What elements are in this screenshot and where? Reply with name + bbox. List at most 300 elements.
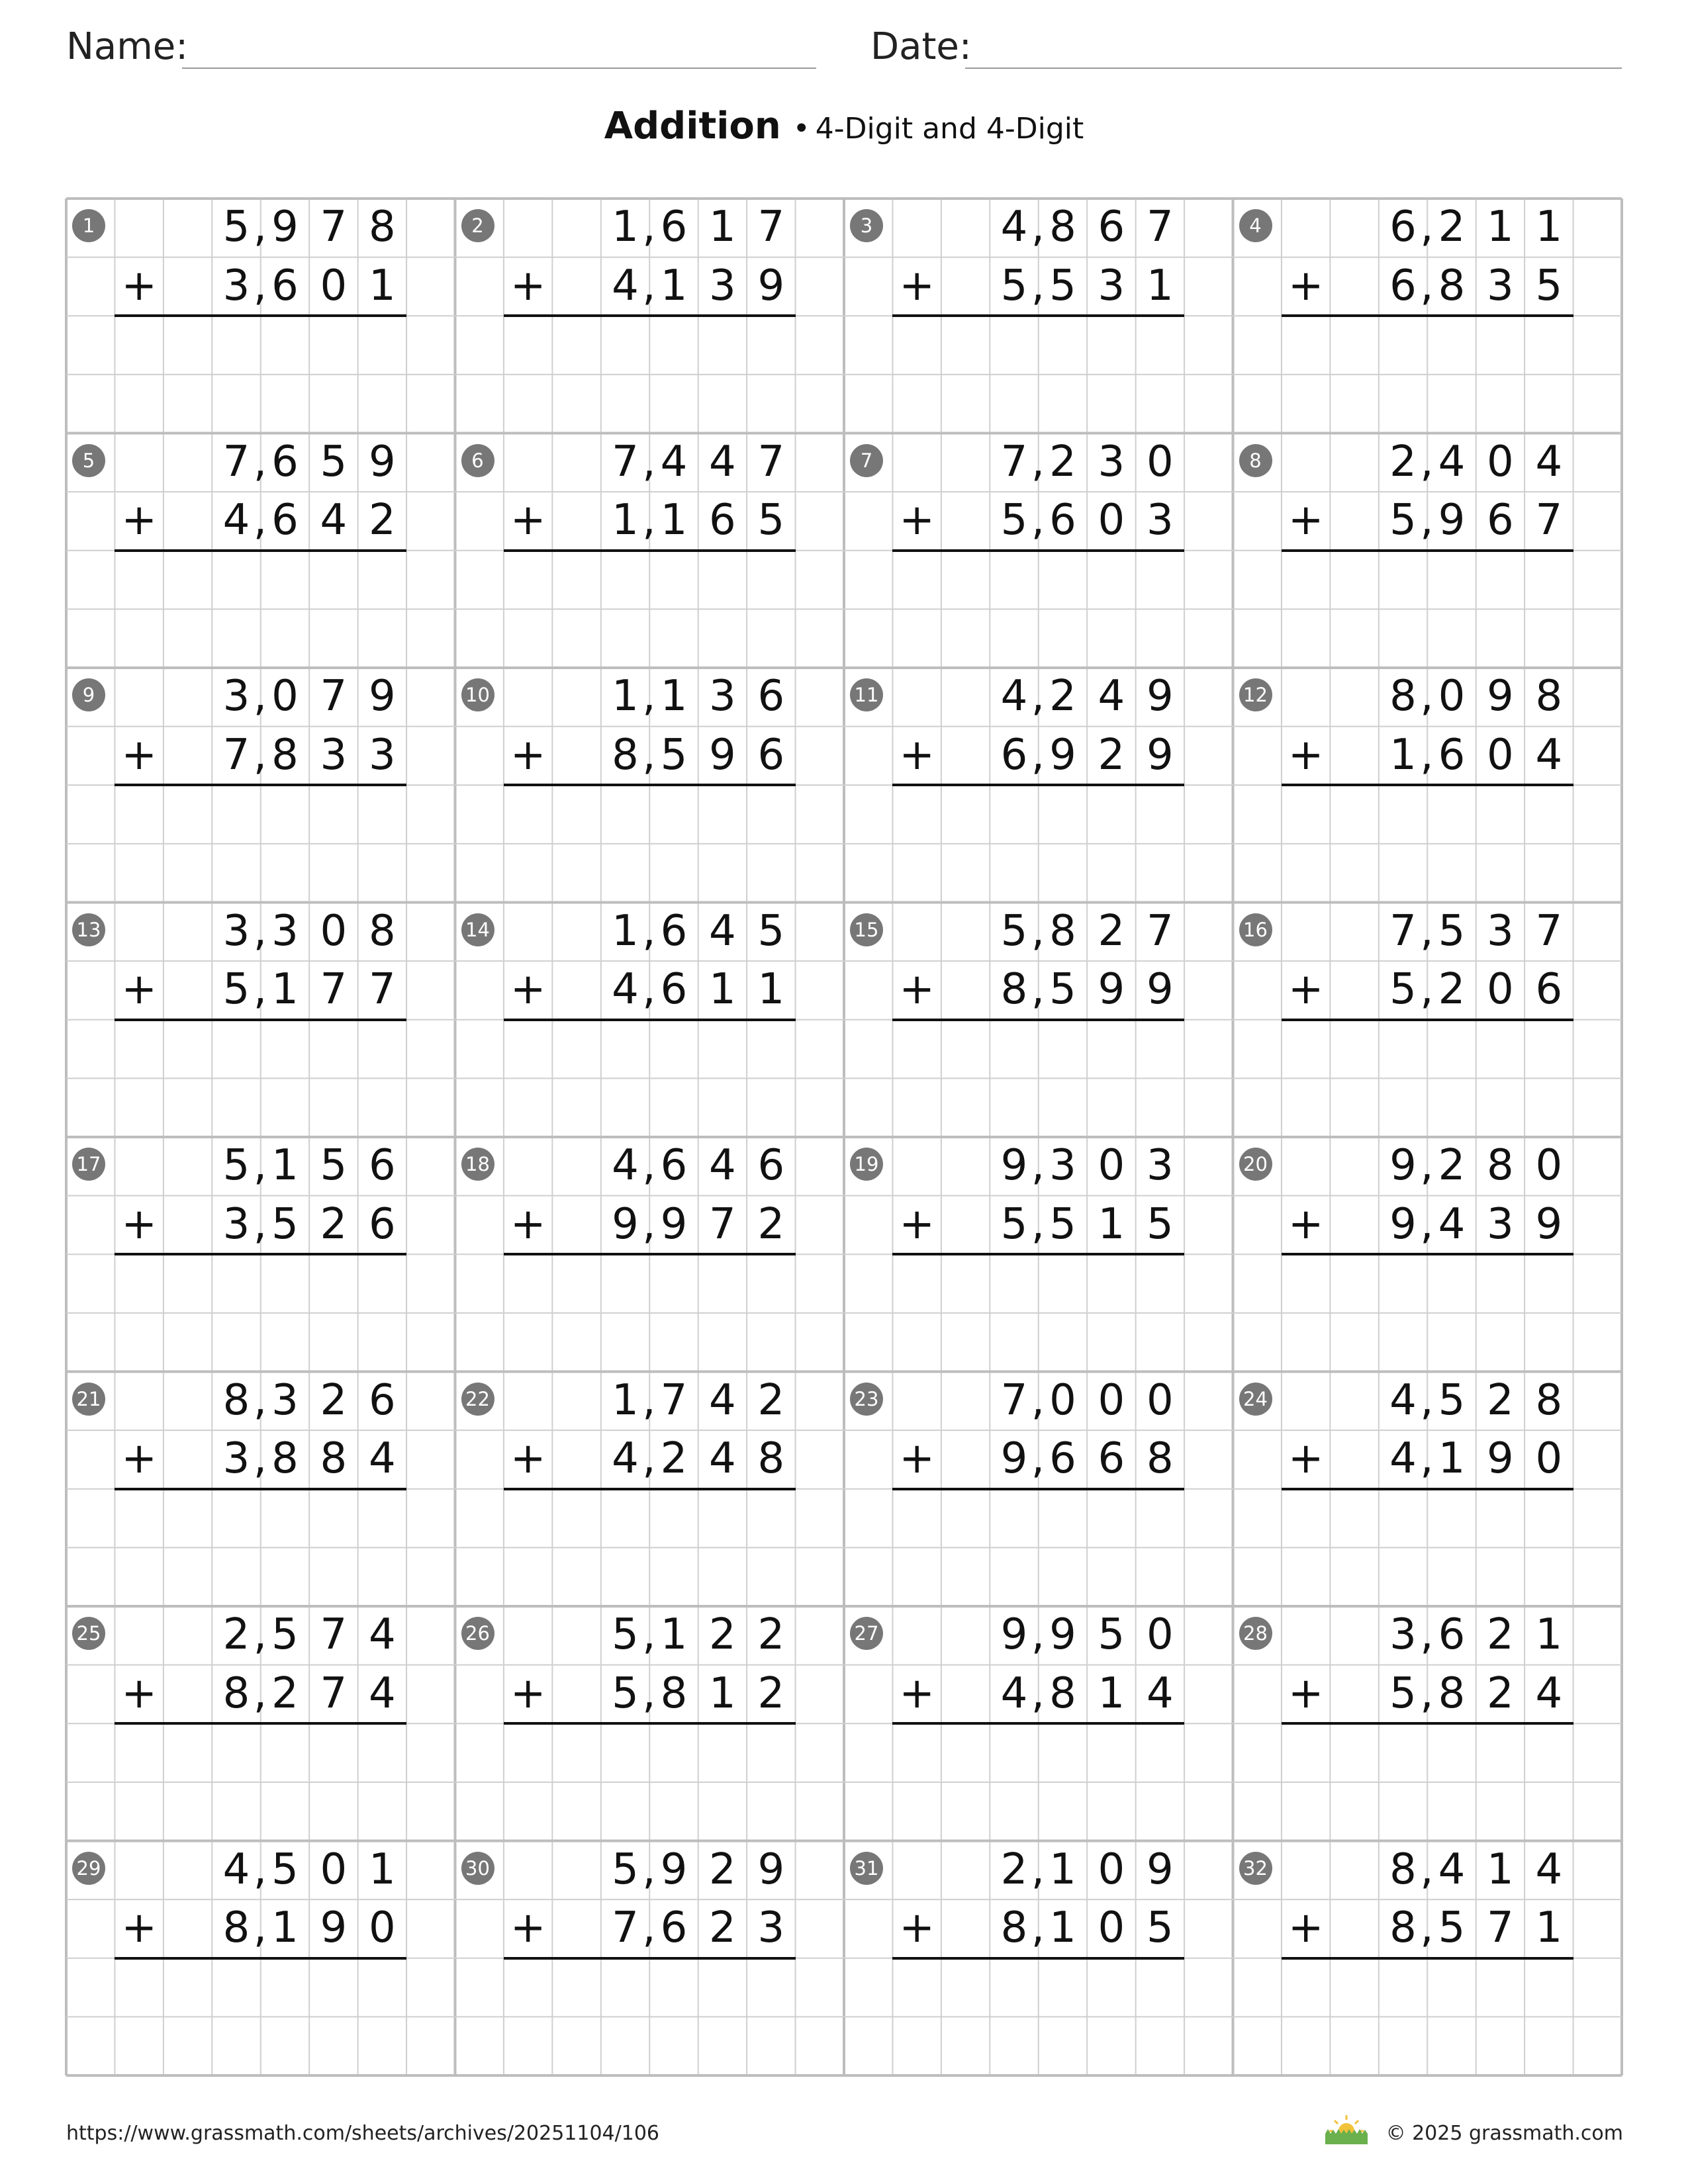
answer-space[interactable] — [892, 317, 1184, 432]
digit: 9 — [1000, 1610, 1028, 1659]
digit: 9 — [709, 730, 736, 780]
digit: 5 — [1000, 1199, 1028, 1249]
thousands-comma: , — [1420, 1434, 1434, 1484]
digit: 9 — [1146, 730, 1174, 780]
digit: 4 — [222, 1844, 250, 1894]
digit: 0 — [1146, 1610, 1174, 1659]
digit: 0 — [271, 672, 299, 721]
digit: 6 — [368, 1141, 396, 1190]
digit: 4 — [222, 496, 250, 545]
digit: 8 — [222, 1903, 250, 1953]
digit: 5 — [1049, 261, 1076, 310]
plus-sign: + — [121, 730, 157, 780]
answer-space[interactable] — [892, 1255, 1184, 1370]
thousands-comma: , — [253, 261, 267, 310]
digit: 5 — [660, 730, 688, 780]
digit: 4 — [1389, 1375, 1417, 1425]
digit: 9 — [660, 1199, 688, 1249]
digit: 6 — [1098, 203, 1125, 251]
digit: 8 — [757, 1434, 785, 1484]
digit: 0 — [320, 1844, 348, 1894]
thousands-comma: , — [1420, 1668, 1434, 1718]
digit: 6 — [660, 1903, 688, 1953]
digit: 1 — [368, 1844, 396, 1894]
thousands-comma: , — [1420, 1903, 1434, 1953]
digit: 0 — [1146, 437, 1174, 486]
thousands-comma: , — [642, 1610, 656, 1659]
digit: 2 — [1438, 965, 1466, 1015]
digit: 3 — [222, 672, 250, 721]
thousands-comma: , — [1420, 1375, 1434, 1425]
digit: 0 — [1049, 1375, 1076, 1425]
digit: 4 — [368, 1434, 396, 1484]
digit: 6 — [757, 672, 785, 721]
digit: 5 — [612, 1610, 639, 1659]
digit: 3 — [1487, 1199, 1514, 1249]
digit: 1 — [709, 203, 736, 251]
digit: 9 — [1146, 672, 1174, 721]
digit: 3 — [1389, 1610, 1417, 1659]
digit: 1 — [1049, 1903, 1076, 1953]
problem-number-badge: 27 — [850, 1617, 883, 1650]
title-subtitle: 4-Digit and 4-Digit — [815, 112, 1084, 146]
digit: 2 — [1049, 672, 1076, 721]
answer-space[interactable] — [892, 1490, 1184, 1605]
digit: 8 — [1487, 1141, 1514, 1190]
answer-space[interactable] — [115, 1960, 406, 2074]
digit: 5 — [757, 496, 785, 545]
answer-space[interactable] — [115, 552, 406, 666]
digit: 0 — [320, 261, 348, 310]
answer-space[interactable] — [115, 786, 406, 901]
digit: 7 — [368, 965, 396, 1015]
digit: 4 — [1146, 1668, 1174, 1718]
digit: 8 — [1438, 1668, 1466, 1718]
answer-space[interactable] — [115, 1725, 406, 1839]
digit: 6 — [660, 906, 688, 956]
digit: 3 — [709, 672, 736, 721]
digit: 1 — [612, 1375, 639, 1425]
problem-number-badge: 24 — [1239, 1383, 1272, 1416]
digit: 4 — [368, 1668, 396, 1718]
answer-space[interactable] — [892, 1960, 1184, 2074]
answer-space[interactable] — [1282, 1725, 1573, 1839]
answer-space[interactable] — [504, 317, 796, 432]
problem-number-badge: 7 — [850, 444, 883, 477]
digit: 2 — [1487, 1375, 1514, 1425]
digit: 7 — [1535, 496, 1563, 545]
digit: 9 — [320, 1903, 348, 1953]
thousands-comma: , — [1420, 203, 1434, 251]
plus-sign: + — [510, 1199, 546, 1249]
digit: 6 — [1535, 965, 1563, 1015]
answer-space[interactable] — [1282, 1490, 1573, 1605]
digit: 8 — [222, 1375, 250, 1425]
problem-number-badge: 21 — [72, 1383, 105, 1416]
digit: 8 — [320, 1434, 348, 1484]
answer-space[interactable] — [1282, 317, 1573, 432]
digit: 3 — [222, 261, 250, 310]
digit: 3 — [709, 261, 736, 310]
plus-sign: + — [121, 1903, 157, 1953]
digit: 6 — [1389, 261, 1417, 310]
digit: 9 — [757, 261, 785, 310]
plus-sign: + — [1288, 1903, 1324, 1953]
digit: 5 — [1438, 906, 1466, 956]
digit: 5 — [1049, 965, 1076, 1015]
digit: 2 — [1389, 437, 1417, 486]
digit: 4 — [368, 1610, 396, 1659]
digit: 0 — [368, 1903, 396, 1953]
digit: 8 — [1049, 906, 1076, 956]
thousands-comma: , — [1420, 1844, 1434, 1894]
digit: 6 — [271, 496, 299, 545]
thousands-comma: , — [253, 203, 267, 251]
thousands-comma: , — [1031, 1610, 1045, 1659]
digit: 3 — [222, 1434, 250, 1484]
digit: 9 — [1389, 1141, 1417, 1190]
plus-sign: + — [121, 261, 157, 310]
answer-space[interactable] — [892, 1725, 1184, 1839]
answer-space[interactable] — [115, 1255, 406, 1370]
plus-sign: + — [121, 1668, 157, 1718]
thousands-comma: , — [253, 1199, 267, 1249]
digit: 9 — [1146, 965, 1174, 1015]
thousands-comma: , — [1031, 906, 1045, 956]
thousands-comma: , — [1420, 1610, 1434, 1659]
digit: 3 — [1049, 1141, 1076, 1190]
name-label: Name: — [66, 25, 189, 68]
plus-sign: + — [510, 730, 546, 780]
answer-space[interactable] — [1282, 786, 1573, 901]
digit: 9 — [1389, 1199, 1417, 1249]
digit: 1 — [660, 1610, 688, 1659]
digit: 9 — [612, 1199, 639, 1249]
digit: 6 — [1049, 1434, 1076, 1484]
thousands-comma: , — [642, 1903, 656, 1953]
problem-number-badge: 30 — [461, 1852, 494, 1885]
digit: 8 — [1000, 965, 1028, 1015]
digit: 4 — [1000, 203, 1028, 251]
digit: 1 — [660, 672, 688, 721]
digit: 6 — [1098, 1434, 1125, 1484]
digit: 0 — [1098, 1844, 1125, 1894]
digit: 2 — [368, 496, 396, 545]
digit: 5 — [320, 437, 348, 486]
problem-number-badge: 10 — [461, 678, 494, 711]
digit: 6 — [1389, 203, 1417, 251]
plus-sign: + — [899, 1903, 935, 1953]
digit: 9 — [271, 203, 299, 251]
digit: 6 — [1438, 730, 1466, 780]
digit: 4 — [1535, 437, 1563, 486]
answer-space[interactable] — [504, 786, 796, 901]
digit: 6 — [660, 203, 688, 251]
digit: 4 — [612, 1434, 639, 1484]
thousands-comma: , — [253, 1434, 267, 1484]
problem-number-badge: 17 — [72, 1148, 105, 1181]
answer-space[interactable] — [504, 1490, 796, 1605]
digit: 8 — [222, 1668, 250, 1718]
digit: 3 — [1098, 261, 1125, 310]
answer-space[interactable] — [115, 1490, 406, 1605]
digit: 1 — [1049, 1844, 1076, 1894]
digit: 3 — [271, 906, 299, 956]
thousands-comma: , — [642, 906, 656, 956]
digit: 1 — [709, 1668, 736, 1718]
digit: 5 — [1389, 1668, 1417, 1718]
digit: 2 — [757, 1610, 785, 1659]
answer-space[interactable] — [1282, 1960, 1573, 2074]
digit: 5 — [1146, 1903, 1174, 1953]
digit: 6 — [660, 1141, 688, 1190]
digit: 9 — [1438, 496, 1466, 545]
thousands-comma: , — [253, 1844, 267, 1894]
plus-sign: + — [1288, 1668, 1324, 1718]
digit: 5 — [757, 906, 785, 956]
digit: 7 — [222, 437, 250, 486]
problem-number-badge: 29 — [72, 1852, 105, 1885]
problem-number-badge: 3 — [850, 209, 883, 242]
answer-space[interactable] — [1282, 552, 1573, 666]
thousands-comma: , — [1420, 496, 1434, 545]
digit: 2 — [757, 1375, 785, 1425]
plus-sign: + — [510, 1903, 546, 1953]
date-label: Date: — [870, 25, 972, 68]
digit: 5 — [222, 203, 250, 251]
digit: 3 — [222, 1199, 250, 1249]
problem-number-badge: 16 — [1239, 913, 1272, 946]
digit: 9 — [1049, 1610, 1076, 1659]
problem-number-badge: 22 — [461, 1383, 494, 1416]
plus-sign: + — [899, 261, 935, 310]
digit: 4 — [709, 1434, 736, 1484]
thousands-comma: , — [253, 906, 267, 956]
digit: 0 — [1487, 437, 1514, 486]
thousands-comma: , — [1031, 261, 1045, 310]
plus-sign: + — [510, 965, 546, 1015]
plus-sign: + — [899, 965, 935, 1015]
thousands-comma: , — [253, 965, 267, 1015]
thousands-comma: , — [1031, 203, 1045, 251]
answer-space[interactable] — [892, 1021, 1184, 1136]
digit: 5 — [1000, 906, 1028, 956]
thousands-comma: , — [1031, 1668, 1045, 1718]
digit: 0 — [1535, 1434, 1563, 1484]
digit: 9 — [1098, 965, 1125, 1015]
answer-space[interactable] — [892, 786, 1184, 901]
digit: 8 — [271, 1434, 299, 1484]
thousands-comma: , — [642, 496, 656, 545]
digit: 7 — [320, 203, 348, 251]
digit: 0 — [1535, 1141, 1563, 1190]
thousands-comma: , — [1031, 965, 1045, 1015]
digit: 4 — [1000, 1668, 1028, 1718]
digit: 4 — [1098, 672, 1125, 721]
digit: 8 — [271, 730, 299, 780]
digit: 3 — [1098, 437, 1125, 486]
problem-number-badge: 32 — [1239, 1852, 1272, 1885]
digit: 5 — [1389, 496, 1417, 545]
thousands-comma: , — [642, 261, 656, 310]
answer-space[interactable] — [504, 1255, 796, 1370]
thousands-comma: , — [253, 437, 267, 486]
answer-space[interactable] — [504, 1725, 796, 1839]
digit: 6 — [1049, 496, 1076, 545]
thousands-comma: , — [642, 672, 656, 721]
digit: 6 — [368, 1375, 396, 1425]
digit: 1 — [1098, 1199, 1125, 1249]
digit: 2 — [1487, 1610, 1514, 1659]
digit: 9 — [1487, 1434, 1514, 1484]
thousands-comma: , — [642, 1434, 656, 1484]
digit: 5 — [271, 1199, 299, 1249]
digit: 4 — [612, 261, 639, 310]
problem-number-badge: 4 — [1239, 209, 1272, 242]
digit: 0 — [1098, 1375, 1125, 1425]
plus-sign: + — [121, 965, 157, 1015]
digit: 7 — [612, 437, 639, 486]
digit: 7 — [320, 1668, 348, 1718]
digit: 9 — [1049, 730, 1076, 780]
problem-number-badge: 18 — [461, 1148, 494, 1181]
digit: 7 — [709, 1199, 736, 1249]
digit: 7 — [1000, 1375, 1028, 1425]
thousands-comma: , — [1031, 1199, 1045, 1249]
digit: 4 — [1535, 1844, 1563, 1894]
answer-space[interactable] — [504, 552, 796, 666]
digit: 4 — [1389, 1434, 1417, 1484]
digit: 2 — [757, 1668, 785, 1718]
answer-space[interactable] — [504, 1021, 796, 1136]
digit: 4 — [612, 965, 639, 1015]
digit: 1 — [1487, 1844, 1514, 1894]
problem-number-badge: 5 — [72, 444, 105, 477]
thousands-comma: , — [1031, 1375, 1045, 1425]
digit: 4 — [1000, 672, 1028, 721]
problem-number-badge: 15 — [850, 913, 883, 946]
plus-sign: + — [121, 496, 157, 545]
thousands-comma: , — [253, 1903, 267, 1953]
digit: 2 — [320, 1375, 348, 1425]
digit: 9 — [660, 1844, 688, 1894]
digit: 1 — [1098, 1668, 1125, 1718]
digit: 8 — [1389, 672, 1417, 721]
digit: 7 — [1389, 906, 1417, 956]
digit: 6 — [709, 496, 736, 545]
digit: 8 — [1389, 1903, 1417, 1953]
digit: 2 — [1438, 203, 1466, 251]
digit: 1 — [1535, 1903, 1563, 1953]
thousands-comma: , — [1420, 1199, 1434, 1249]
digit: 8 — [1535, 1375, 1563, 1425]
answer-space[interactable] — [1282, 1255, 1573, 1370]
answer-space[interactable] — [1282, 1021, 1573, 1136]
thousands-comma: , — [253, 1375, 267, 1425]
digit: 8 — [1438, 261, 1466, 310]
digit: 5 — [222, 1141, 250, 1190]
digit: 3 — [320, 730, 348, 780]
digit: 8 — [368, 906, 396, 956]
plus-sign: + — [510, 496, 546, 545]
digit: 1 — [612, 203, 639, 251]
thousands-comma: , — [642, 437, 656, 486]
digit: 6 — [660, 965, 688, 1015]
digit: 5 — [1146, 1199, 1174, 1249]
digit: 9 — [1487, 672, 1514, 721]
digit: 2 — [709, 1903, 736, 1953]
digit: 1 — [709, 965, 736, 1015]
plus-sign: + — [510, 1668, 546, 1718]
problem-number-badge: 19 — [850, 1148, 883, 1181]
digit: 8 — [660, 1668, 688, 1718]
answer-space[interactable] — [115, 1021, 406, 1136]
digit: 2 — [320, 1199, 348, 1249]
digit: 2 — [1438, 1141, 1466, 1190]
digit: 8 — [1000, 1903, 1028, 1953]
plus-sign: + — [121, 1434, 157, 1484]
digit: 4 — [709, 906, 736, 956]
digit: 3 — [222, 906, 250, 956]
title-separator: • — [792, 112, 810, 146]
digit: 6 — [1000, 730, 1028, 780]
digit: 1 — [1438, 1434, 1466, 1484]
digit: 9 — [368, 672, 396, 721]
digit: 2 — [271, 1668, 299, 1718]
digit: 3 — [1146, 496, 1174, 545]
thousands-comma: , — [1420, 906, 1434, 956]
digit: 6 — [1438, 1610, 1466, 1659]
digit: 1 — [1389, 730, 1417, 780]
thousands-comma: , — [642, 1199, 656, 1249]
digit: 3 — [368, 730, 396, 780]
thousands-comma: , — [642, 1375, 656, 1425]
digit: 5 — [271, 1610, 299, 1659]
thousands-comma: , — [253, 1668, 267, 1718]
digit: 4 — [1438, 1199, 1466, 1249]
digit: 1 — [368, 261, 396, 310]
problem-number-badge: 9 — [72, 678, 105, 711]
plus-sign: + — [1288, 965, 1324, 1015]
digit: 2 — [660, 1434, 688, 1484]
plus-sign: + — [899, 496, 935, 545]
digit: 0 — [1098, 496, 1125, 545]
thousands-comma: , — [253, 496, 267, 545]
digit: 1 — [660, 261, 688, 310]
answer-space[interactable] — [115, 317, 406, 432]
digit: 5 — [612, 1844, 639, 1894]
digit: 5 — [222, 965, 250, 1015]
digit: 5 — [271, 1844, 299, 1894]
answer-space[interactable] — [504, 1960, 796, 2074]
digit: 8 — [1049, 203, 1076, 251]
digit: 2 — [1098, 906, 1125, 956]
digit: 4 — [709, 1141, 736, 1190]
digit: 9 — [1000, 1434, 1028, 1484]
thousands-comma: , — [642, 1844, 656, 1894]
digit: 0 — [1146, 1375, 1174, 1425]
digit: 7 — [320, 672, 348, 721]
digit: 4 — [1535, 730, 1563, 780]
digit: 7 — [1146, 906, 1174, 956]
problem-number-badge: 26 — [461, 1617, 494, 1650]
thousands-comma: , — [1420, 437, 1434, 486]
digit: 9 — [1000, 1141, 1028, 1190]
thousands-comma: , — [1031, 672, 1045, 721]
thousands-comma: , — [253, 1610, 267, 1659]
answer-space[interactable] — [892, 552, 1184, 666]
digit: 0 — [1098, 1903, 1125, 1953]
